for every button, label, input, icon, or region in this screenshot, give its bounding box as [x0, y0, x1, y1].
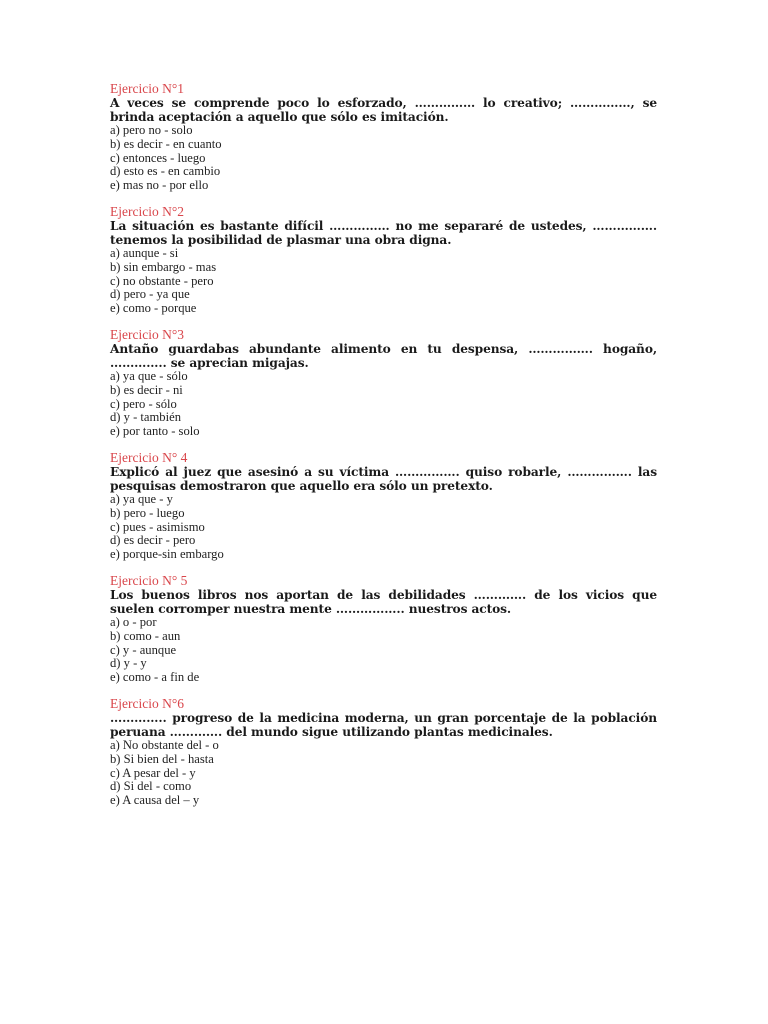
- option-e: e) porque-sin embargo: [110, 547, 224, 562]
- option-d: d) pero - ya que: [110, 287, 190, 302]
- option-list: [110, 124, 657, 193]
- option-c: c) entonces - luego: [110, 150, 206, 165]
- option-a: a) pero no - solo: [110, 123, 193, 137]
- exercise-question: ………….. progreso de la medicina moderna, un gran porcentaje de la población peruana …………. del mundo sigue utilizando plantas medicinales.: [110, 710, 657, 739]
- exercise-title: Ejercicio N° 4: [110, 449, 188, 465]
- exercise-title: Ejercicio N° 5: [110, 572, 188, 588]
- option-list: [110, 370, 657, 439]
- exercise-question: Antaño guardabas abundante alimento en tu despensa, ……………. hogaño, ………….. se aprecian migajas.: [110, 341, 657, 370]
- option-c: c) no obstante - pero: [110, 273, 214, 288]
- option-list: [110, 247, 657, 316]
- exercise-question: A veces se comprende poco lo esforzado, …………… lo creativo; ……………, se brinda aceptación a aquello que sólo es imitación.: [110, 96, 657, 124]
- option-d: d) Si del - como: [110, 779, 192, 794]
- option-d: d) y - también: [110, 410, 181, 425]
- exercise-2: [110, 205, 657, 316]
- option-a: a) aunque - si: [110, 245, 179, 260]
- option-c: c) A pesar del - y: [110, 765, 196, 780]
- option-b: b) es decir - ni: [110, 382, 183, 397]
- option-b: b) sin embargo - mas: [110, 259, 217, 274]
- option-e: e) por tanto - solo: [110, 424, 200, 439]
- option-c: c) y - aunque: [110, 642, 177, 657]
- option-e: e) mas no - por ello: [110, 178, 209, 193]
- exercise-question: Los buenos libros nos aportan de las debilidades …………. de los vicios que suelen corromper nuestra mente …………….. nuestros actos.: [110, 587, 657, 616]
- option-a: a) ya que - sólo: [110, 368, 188, 383]
- exercise-title: Ejercicio N°2: [110, 203, 184, 219]
- exercise-3: [110, 328, 657, 439]
- exercise-question: La situación es bastante difícil …………… no me separaré de ustedes, ……………. tenemos la posibilidad de plasmar una obra digna.: [110, 218, 657, 247]
- exercise-1: [110, 82, 657, 193]
- exercise-title: Ejercicio N°6: [110, 695, 184, 711]
- exercise-4: [110, 451, 657, 562]
- option-d: d) esto es - en cambio: [110, 164, 221, 179]
- option-e: e) como - a fin de: [110, 670, 200, 685]
- exercise-5: [110, 574, 657, 685]
- option-b: b) como - aun: [110, 628, 181, 643]
- exercise-title: Ejercicio N°3: [110, 326, 184, 342]
- exercise-title: Ejercicio N°1: [110, 81, 184, 96]
- option-list: [110, 739, 657, 808]
- option-b: b) es decir - en cuanto: [110, 136, 222, 151]
- option-d: d) y - y: [110, 656, 147, 671]
- option-d: d) es decir - pero: [110, 533, 196, 548]
- option-a: a) ya que - y: [110, 491, 173, 506]
- option-a: a) No obstante del - o: [110, 737, 219, 752]
- option-b: b) pero - luego: [110, 505, 185, 520]
- exercise-question: Explicó al juez que asesinó a su víctima ……………. quiso robarle, ……………. las pesquisas demostraron que aquello era sólo un pretexto.: [110, 464, 657, 493]
- option-e: e) como - porque: [110, 301, 197, 316]
- option-a: a) o - por: [110, 614, 157, 629]
- option-c: c) pero - sólo: [110, 396, 177, 411]
- option-list: [110, 493, 657, 562]
- option-b: b) Si bien del - hasta: [110, 751, 214, 766]
- exercise-list: [110, 82, 657, 820]
- option-c: c) pues - asimismo: [110, 519, 205, 534]
- exercise-6: [110, 697, 657, 808]
- option-list: [110, 616, 657, 685]
- option-e: e) A causa del – y: [110, 793, 200, 808]
